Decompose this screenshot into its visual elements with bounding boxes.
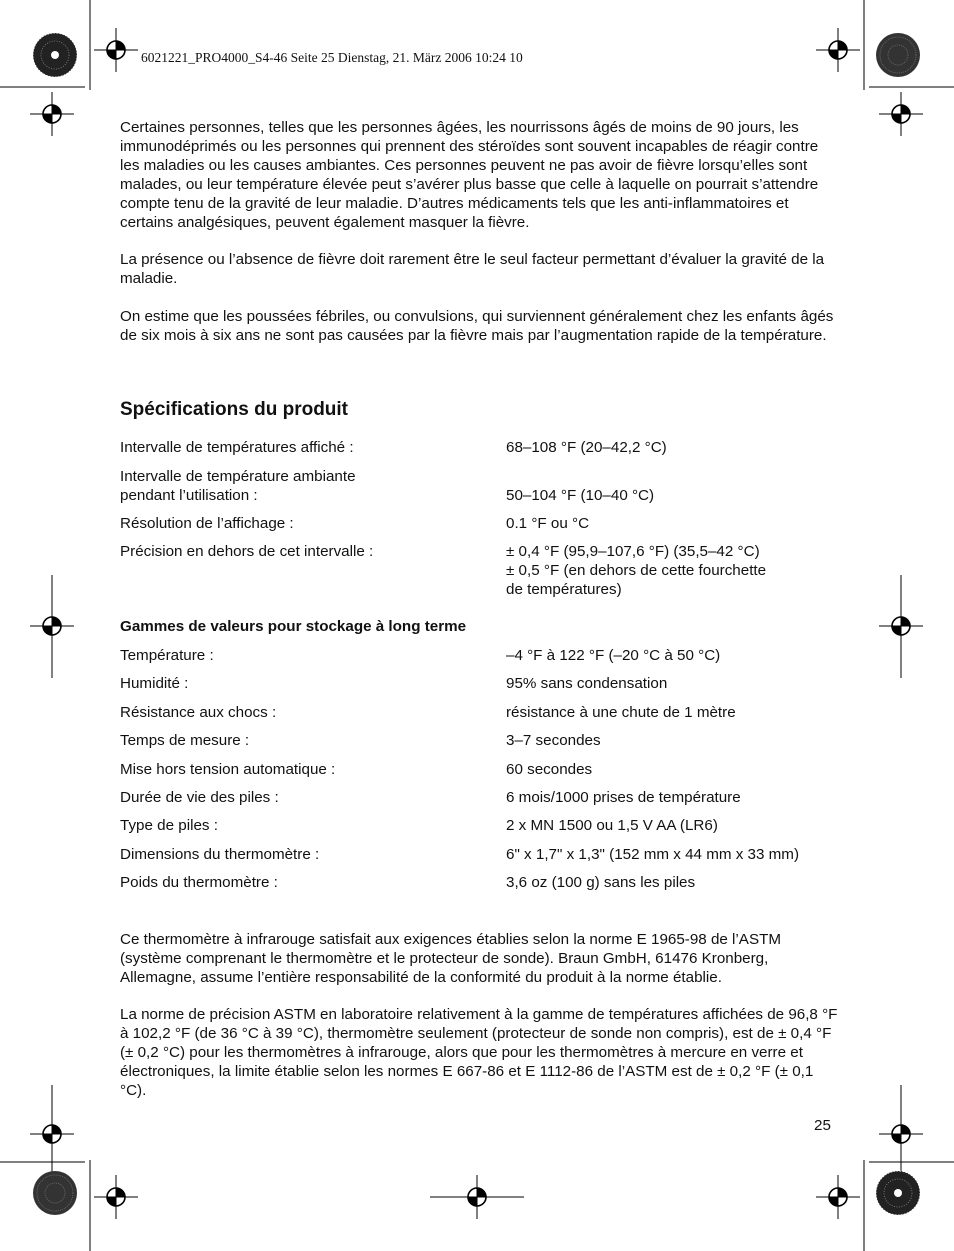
storage-value: 2 x MN 1500 ou 1,5 V AA (LR6) [506,817,718,834]
storage-heading: Gammes de valeurs pour stockage à long terme [120,618,467,635]
spec-label: Intervalle de température ambiante pendant l’utilisation : [120,468,356,504]
storage-value: 60 secondes [506,761,593,778]
storage-label: Temps de mesure : [120,732,250,749]
intro-paragraph-1: Certaines personnes, telles que les personnes âgées, les nourrissons âgés de moins de 90 jours, les immunodéprimés ou les personnes qui prennent des stéroïdes sont souvent incapables de réagir contre les maladies ou les causes ambiantes. Ces personnes peuvent ne pas avoir de fièvre lorsqu’elles sont malades, ou leur température élevée peut s’avérer plus basse que celle à laquelle on pourrait s’attendre compte tenu de la gravité de leur maladie. D’autres médicaments tels que les anti-inflammatoires et certains analgésiques, peuvent également masquer la fièvre. [120,119,819,231]
storage-label: Poids du thermomètre : [120,874,278,891]
storage-label: Mise hors tension automatique : [120,761,336,778]
storage-value: 6 mois/1000 prises de température [506,789,741,806]
spec-value: 0.1 °F ou °C [506,515,590,532]
storage-label: Température : [120,647,214,664]
storage-label: Dimensions du thermomètre : [120,846,320,863]
storage-label: Humidité : [120,675,189,692]
closing-paragraph-2: La norme de précision ASTM en laboratoire relativement à la gamme de températures affichées de 96,8 °F à 102,2 °F (de 36 °C à 39 °C), thermomètre seulement (protecteur de sonde non compris), est de ± 0,4 °F (± 0,2 °C) pour les thermomètres à infrarouge, alors que pour les thermomètres à mercure en verre et électroniques, la limite établie selon les normes E 667-86 et E 1112-86 de l’ASTM est de ± 0,2 °F (± 0,1 °C). [120,1006,838,1099]
storage-value: résistance à une chute de 1 mètre [506,704,736,721]
storage-value: 6" x 1,7" x 1,3" (152 mm x 44 mm x 33 mm) [506,846,800,863]
spec-label: Précision en dehors de cet intervalle : [120,543,374,560]
spec-value: 68–108 °F (20–42,2 °C) [506,439,667,456]
storage-label: Résistance aux chocs : [120,704,277,721]
intro-paragraph-3: On estime que les poussées fébriles, ou convulsions, qui surviennent généralement chez les enfants âgés de six mois à six ans ne sont pas causées par la fièvre mais par l’augmentation rapide de la température. [120,308,834,344]
spec-label: Intervalle de températures affiché : [120,439,354,456]
intro-paragraph-2: La présence ou l’absence de fièvre doit rarement être le seul facteur permettant d’évaluer la gravité de la maladie. [120,251,825,287]
storage-value: 3,6 oz (100 g) sans les piles [506,874,696,891]
storage-value: –4 °F à 122 °F (–20 °C à 50 °C) [506,647,721,664]
page-number: 25 [814,1117,831,1134]
spec-label: Résolution de l’affichage : [120,515,294,532]
spec-value: 50–104 °F (10–40 °C) [506,487,655,504]
section-title: Spécifications du produit [120,399,349,420]
storage-label: Durée de vie des piles : [120,789,279,806]
spec-value: ± 0,4 °F (95,9–107,6 °F) (35,5–42 °C) ± 0,5 °F (en dehors de cette fourchette de températures) [506,543,767,598]
closing-paragraph-1: Ce thermomètre à infrarouge satisfait aux exigences établies selon la norme E 1965-98 de l’ASTM (système comprenant le thermomètre et le protecteur de sonde). Braun GmbH, 61476 Kronberg, Allemagne, assume l’entière responsabilité de la conformité du produit à la norme établie. [120,931,781,986]
print-header: 6021221_PRO4000_S4-46 Seite 25 Dienstag, 21. März 2006 10:24 10 [141,50,523,65]
storage-value: 95% sans condensation [506,675,668,692]
storage-label: Type de piles : [120,817,218,834]
storage-value: 3–7 secondes [506,732,601,749]
